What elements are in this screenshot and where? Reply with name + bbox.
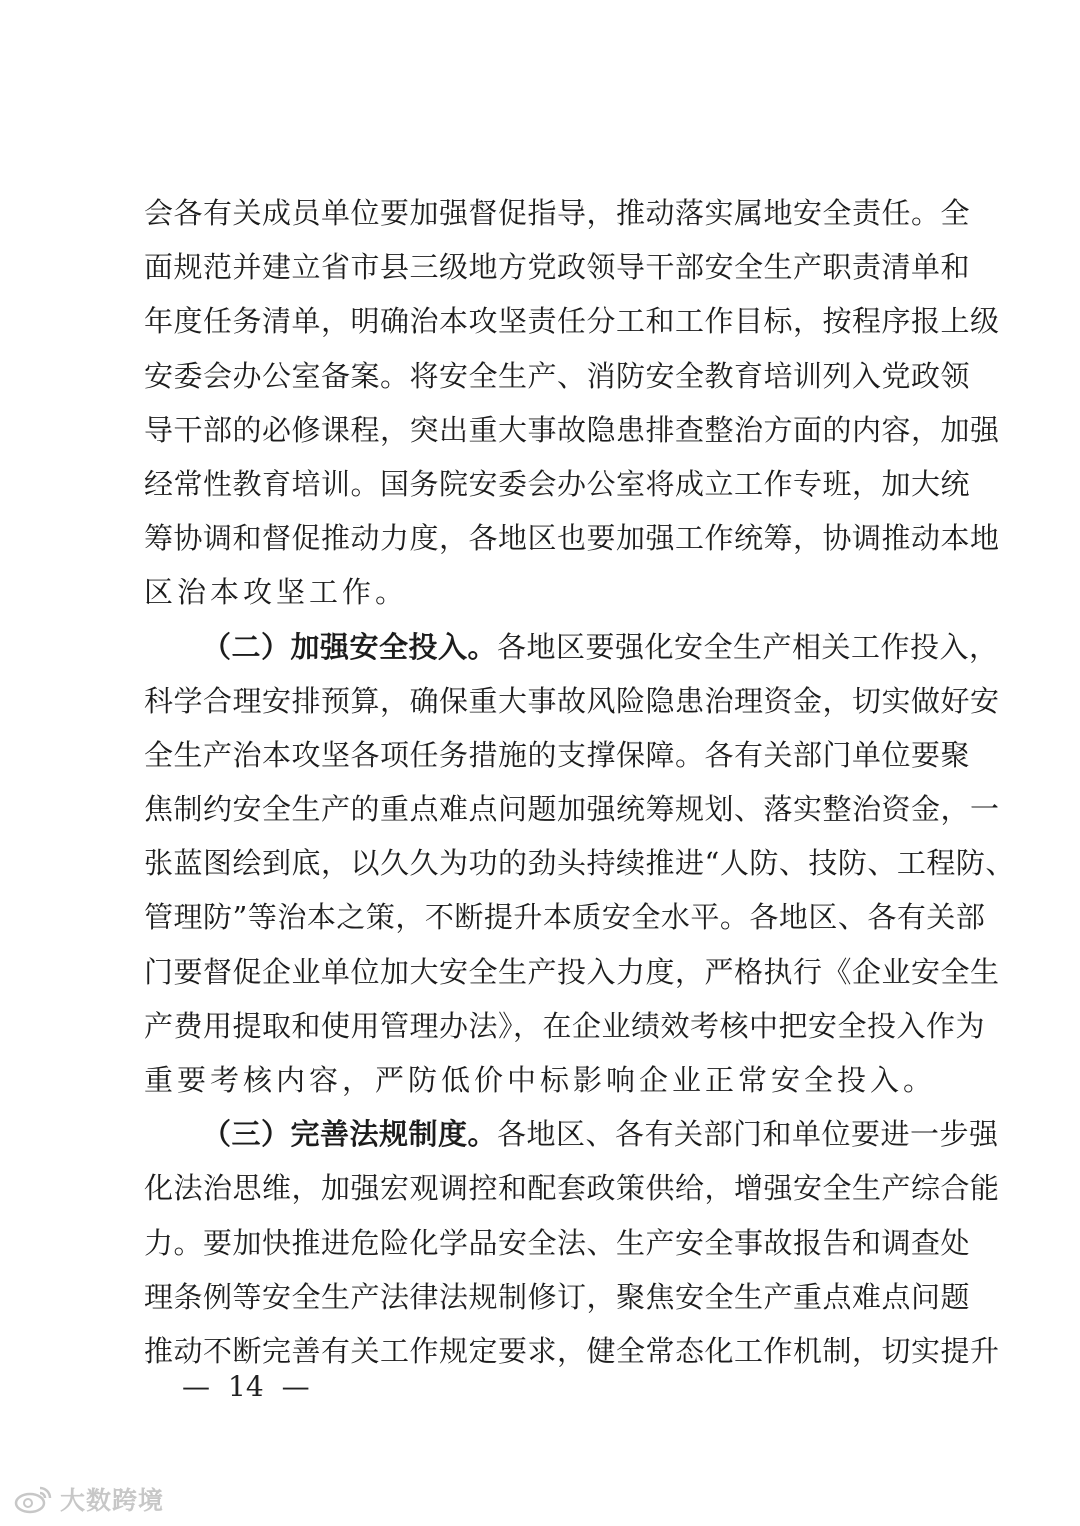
- text-line: 张蓝图绘到底，以久久为功的劲头持续推进“人防、技防、工程防、: [144, 846, 1015, 881]
- text-line: 门要督促企业单位加大安全生产投入力度，严格执行《企业安全生: [144, 954, 1000, 989]
- text-line: 产费用提取和使用管理办法》，在企业绩效考核中把安全投入作为: [144, 1008, 986, 1043]
- text-line: 推动不断完善有关工作规定要求，健全常态化工作机制，切实提升: [144, 1333, 1000, 1368]
- text-line: 力。要加快推进危险化学品安全法、生产安全事故报告和调查处: [144, 1225, 971, 1260]
- text-line: 筹协调和督促推动力度，各地区也要加强工作统筹，协调推动本地: [144, 521, 1000, 556]
- section-2-heading: （二）加强安全投入。: [202, 629, 498, 664]
- section-3-lead-text: 各地区、各有关部门和单位要进一步强: [497, 1117, 999, 1152]
- text-line: 科学合理安排预算，确保重大事故风险隐患治理资金，切实做好安: [144, 683, 1000, 718]
- text-line: 年度任务清单，明确治本攻坚责任分工和工作目标，按程序报上级: [144, 304, 1000, 339]
- section-2-first-line: [144, 620, 999, 674]
- page-number: 14: [228, 1370, 264, 1403]
- text-line: 焦制约安全生产的重点难点问题加强统筹规划、落实整治资金，一: [144, 792, 1000, 827]
- weibo-logo-icon: [14, 1484, 54, 1514]
- section-3-heading: （三）完善法规制度。: [202, 1117, 498, 1152]
- text-line: 化法治思维，加强宏观调控和配套政策供给，增强安全生产综合能: [144, 1171, 1000, 1206]
- text-line: 面规范并建立省市县三级地方党政领导干部安全生产职责清单和: [144, 250, 971, 285]
- watermark: [14, 1482, 164, 1516]
- text-line: 理条例等安全生产法律法规制修订，聚焦安全生产重点难点问题: [144, 1279, 971, 1314]
- text-line: 全生产治本攻坚各项任务措施的支撑保障。各有关部门单位要聚: [144, 737, 971, 772]
- body-text: [144, 186, 1015, 1378]
- text-line: 管理防”等治本之策，不断提升本质安全水平。各地区、各有关部: [144, 900, 986, 935]
- section-3-first-line: [144, 1107, 999, 1161]
- text-line: 安委会办公室备案。将安全生产、消防安全教育培训列入党政领: [144, 358, 971, 393]
- dash-right: —: [281, 1370, 310, 1403]
- watermark-text: 大数跨境: [60, 1486, 165, 1515]
- text-line: 经常性教育培训。国务院安委会办公室将成立工作专班，加大统: [144, 466, 971, 501]
- text-line: 导干部的必修课程，突出重大事故隐患排查整治方面的内容，加强: [144, 412, 1000, 447]
- text-line: 区治本攻坚工作。: [144, 575, 409, 610]
- section-2-lead-text: 各地区要强化安全生产相关工作投入，: [497, 629, 999, 664]
- text-line: 重要考核内容，严防低价中标影响企业正常安全投入。: [144, 1063, 937, 1097]
- page-number-footer: [164, 1369, 328, 1405]
- text-line: 会各有关成员单位要加强督促指导，推动落实属地安全责任。全: [144, 196, 971, 230]
- dash-left: —: [182, 1370, 210, 1403]
